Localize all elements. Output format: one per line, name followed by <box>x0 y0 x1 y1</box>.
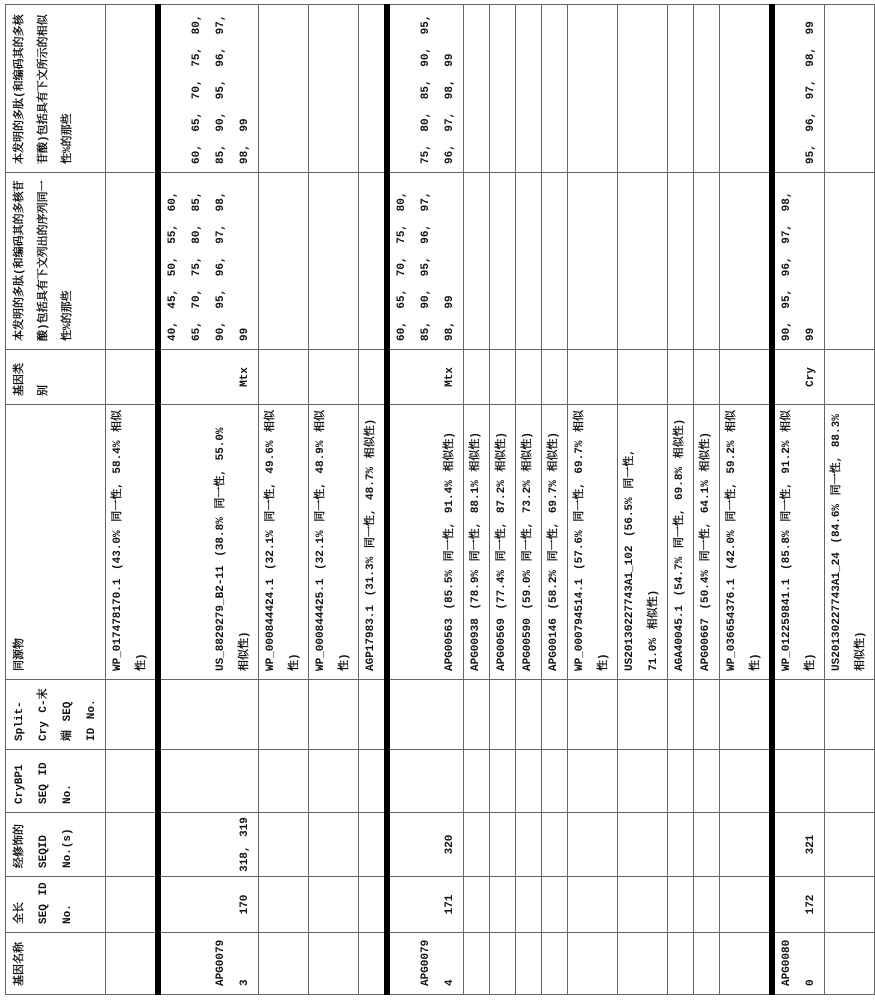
cell-modified-seq-ids <box>309 813 359 877</box>
cell-full-seq-id: 172 <box>772 877 825 933</box>
cell-crybp1-seq-id <box>542 750 568 813</box>
cell-crybp1-seq-id <box>694 750 720 813</box>
cell-identity-values <box>542 173 568 350</box>
cell-gene-name <box>516 933 542 995</box>
cell-similarity-values <box>490 5 516 173</box>
cell-homolog: US20130227743A1_24 (84.6% 同一性, 88.3% 相似性) <box>825 405 875 680</box>
header-crybp1: CryBP1 SEQ ID No. <box>6 750 106 813</box>
header-identity: 本发明的多肽(和编码其的多核苷酸)包括具有下文列出的序列同一性%的那些 <box>6 173 106 350</box>
cell-split-cry-seq-id <box>106 680 159 750</box>
table-row <box>542 5 568 995</box>
table-row <box>720 5 773 995</box>
cell-gene-name: APG00793 <box>158 933 259 995</box>
cell-gene-name <box>825 933 875 995</box>
cell-similarity-values <box>464 5 490 173</box>
cell-gene-name <box>568 933 618 995</box>
cell-modified-seq-ids <box>359 813 388 877</box>
cell-identity-values <box>359 173 388 350</box>
table-row <box>772 5 825 995</box>
cell-crybp1-seq-id <box>568 750 618 813</box>
cell-similarity-values <box>618 5 668 173</box>
cell-gene-class <box>516 350 542 405</box>
cell-modified-seq-ids <box>464 813 490 877</box>
cell-identity-values: 90, 95, 96, 97, 98, 99 <box>772 173 825 350</box>
cell-gene-name <box>668 933 694 995</box>
table-row <box>516 5 542 995</box>
cell-gene-class <box>106 350 159 405</box>
cell-full-seq-id <box>694 877 720 933</box>
cell-gene-class <box>309 350 359 405</box>
cell-similarity-values <box>825 5 875 173</box>
cell-full-seq-id <box>516 877 542 933</box>
cell-gene-class: Mtx <box>158 350 259 405</box>
cell-split-cry-seq-id <box>618 680 668 750</box>
cell-similarity-values <box>694 5 720 173</box>
cell-split-cry-seq-id <box>464 680 490 750</box>
header-row <box>6 5 106 995</box>
cell-split-cry-seq-id <box>668 680 694 750</box>
cell-crybp1-seq-id <box>259 750 309 813</box>
cell-homolog: US_8829279_B2-11 (38.8% 同一性, 55.0% 相似性) <box>158 405 259 680</box>
cell-similarity-values <box>359 5 388 173</box>
cell-similarity-values <box>309 5 359 173</box>
cell-full-seq-id <box>668 877 694 933</box>
cell-gene-class <box>464 350 490 405</box>
cell-full-seq-id <box>359 877 388 933</box>
cell-split-cry-seq-id <box>158 680 259 750</box>
cell-crybp1-seq-id <box>772 750 825 813</box>
cell-crybp1-seq-id <box>464 750 490 813</box>
gene-table <box>5 4 875 995</box>
cell-gene-class <box>259 350 309 405</box>
rotated-page <box>0 0 670 1000</box>
cell-crybp1-seq-id <box>825 750 875 813</box>
table-row <box>106 5 159 995</box>
cell-full-seq-id: 171 <box>387 877 464 933</box>
cell-homolog: AGA40045.1 (54.7% 同一性, 69.8% 相似性) <box>668 405 694 680</box>
cell-crybp1-seq-id <box>720 750 773 813</box>
cell-split-cry-seq-id <box>359 680 388 750</box>
cell-full-seq-id <box>106 877 159 933</box>
table-row <box>309 5 359 995</box>
cell-modified-seq-ids <box>568 813 618 877</box>
cell-modified-seq-ids <box>259 813 309 877</box>
cell-gene-name: APG00800 <box>772 933 825 995</box>
cell-modified-seq-ids <box>542 813 568 877</box>
header-homolog: 同源物 <box>6 405 106 680</box>
cell-gene-name <box>720 933 773 995</box>
cell-identity-values: 40, 45, 50, 55, 60, 65, 70, 75, 80, 85, 90, 95, 96, 97, 98, 99 <box>158 173 259 350</box>
cell-gene-name <box>309 933 359 995</box>
cell-gene-class <box>694 350 720 405</box>
cell-gene-name <box>618 933 668 995</box>
table-row <box>618 5 668 995</box>
cell-similarity-values <box>516 5 542 173</box>
cell-gene-class <box>618 350 668 405</box>
cell-split-cry-seq-id <box>568 680 618 750</box>
cell-similarity-values: 75, 80, 85, 90, 95, 96, 97, 98, 99 <box>387 5 464 173</box>
table-row <box>158 5 259 995</box>
header-similarity: 本发明的多肽(和编码其的多核苷酸)包括具有下文所示的相似性%的那些 <box>6 5 106 173</box>
cell-gene-class <box>490 350 516 405</box>
cell-split-cry-seq-id <box>772 680 825 750</box>
cell-homolog: WP_000844425.1 (32.1% 同一性, 48.9% 相似性) <box>309 405 359 680</box>
cell-gene-class: Cry <box>772 350 825 405</box>
header-gene-class: 基因类别 <box>6 350 106 405</box>
cell-modified-seq-ids: 318, 319 <box>158 813 259 877</box>
cell-identity-values: 60, 65, 70, 75, 80, 85, 90, 95, 96, 97, 98, 99 <box>387 173 464 350</box>
cell-gene-name <box>464 933 490 995</box>
cell-gene-name <box>106 933 159 995</box>
cell-crybp1-seq-id <box>618 750 668 813</box>
cell-gene-name <box>694 933 720 995</box>
cell-homolog: WP_036654376.1 (42.0% 同一性, 59.2% 相似性) <box>720 405 773 680</box>
cell-identity-values <box>618 173 668 350</box>
cell-homolog: APG00563 (85.5% 同一性, 91.4% 相似性) <box>387 405 464 680</box>
cell-full-seq-id <box>309 877 359 933</box>
cell-crybp1-seq-id <box>158 750 259 813</box>
cell-homolog: WP_000844424.1 (32.1% 同一性, 49.6% 相似性) <box>259 405 309 680</box>
cell-gene-name <box>359 933 388 995</box>
cell-gene-class <box>542 350 568 405</box>
cell-full-seq-id <box>259 877 309 933</box>
cell-gene-name <box>490 933 516 995</box>
table-row <box>668 5 694 995</box>
cell-similarity-values: 95, 96, 97, 98, 99 <box>772 5 825 173</box>
cell-full-seq-id <box>720 877 773 933</box>
cell-modified-seq-ids: 320 <box>387 813 464 877</box>
cell-crybp1-seq-id <box>668 750 694 813</box>
cell-modified-seq-ids: 321 <box>772 813 825 877</box>
cell-crybp1-seq-id <box>106 750 159 813</box>
cell-full-seq-id <box>542 877 568 933</box>
cell-similarity-values: 60, 65, 70, 75, 80, 85, 90, 95, 96, 97, 98, 99 <box>158 5 259 173</box>
cell-gene-class: Mtx <box>387 350 464 405</box>
cell-full-seq-id <box>618 877 668 933</box>
cell-identity-values <box>694 173 720 350</box>
cell-identity-values <box>490 173 516 350</box>
cell-identity-values <box>825 173 875 350</box>
cell-similarity-values <box>542 5 568 173</box>
cell-gene-name <box>542 933 568 995</box>
cell-full-seq-id <box>490 877 516 933</box>
table-row <box>387 5 464 995</box>
cell-crybp1-seq-id <box>516 750 542 813</box>
cell-similarity-values <box>668 5 694 173</box>
cell-modified-seq-ids <box>106 813 159 877</box>
cell-crybp1-seq-id <box>387 750 464 813</box>
cell-gene-name <box>259 933 309 995</box>
header-full-seq-id: 全长 SEQ ID No. <box>6 877 106 933</box>
table-row <box>825 5 875 995</box>
header-modified-seq-ids: 经修饰的 SEQID No.(s) <box>6 813 106 877</box>
table-row <box>490 5 516 995</box>
table-row <box>464 5 490 995</box>
cell-similarity-values <box>106 5 159 173</box>
cell-homolog: APG00590 (59.0% 同一性, 73.2% 相似性) <box>516 405 542 680</box>
cell-split-cry-seq-id <box>825 680 875 750</box>
cell-homolog: AGP17983.1 (31.3% 同一性, 48.7% 相似性) <box>359 405 388 680</box>
cell-gene-class <box>568 350 618 405</box>
cell-gene-class <box>668 350 694 405</box>
cell-similarity-values <box>720 5 773 173</box>
cell-similarity-values <box>259 5 309 173</box>
cell-modified-seq-ids <box>720 813 773 877</box>
table-row <box>359 5 388 995</box>
cell-crybp1-seq-id <box>359 750 388 813</box>
cell-homolog: APG00569 (77.4% 同一性, 87.2% 相似性) <box>490 405 516 680</box>
cell-split-cry-seq-id <box>542 680 568 750</box>
cell-crybp1-seq-id <box>490 750 516 813</box>
cell-homolog: WP_017478170.1 (43.0% 同一性, 58.4% 相似性) <box>106 405 159 680</box>
cell-identity-values <box>106 173 159 350</box>
cell-gene-name: APG00794 <box>387 933 464 995</box>
header-gene-name: 基因名称 <box>6 933 106 995</box>
cell-split-cry-seq-id <box>694 680 720 750</box>
cell-homolog: APG00667 (50.4% 同一性, 64.1% 相似性) <box>694 405 720 680</box>
cell-split-cry-seq-id <box>387 680 464 750</box>
cell-modified-seq-ids <box>490 813 516 877</box>
cell-identity-values <box>668 173 694 350</box>
cell-full-seq-id <box>464 877 490 933</box>
cell-split-cry-seq-id <box>720 680 773 750</box>
cell-homolog: APG00938 (78.9% 同一性, 88.1% 相似性) <box>464 405 490 680</box>
cell-homolog: US20130227743A1_102 (56.5% 同一性, 71.0% 相似性) <box>618 405 668 680</box>
cell-identity-values <box>464 173 490 350</box>
cell-full-seq-id <box>568 877 618 933</box>
cell-identity-values <box>720 173 773 350</box>
cell-modified-seq-ids <box>618 813 668 877</box>
cell-split-cry-seq-id <box>259 680 309 750</box>
cell-modified-seq-ids <box>668 813 694 877</box>
cell-identity-values <box>568 173 618 350</box>
cell-homolog: WP_000794514.1 (57.6% 同一性, 69.7% 相似性) <box>568 405 618 680</box>
cell-gene-class <box>720 350 773 405</box>
cell-gene-class <box>825 350 875 405</box>
table-row <box>568 5 618 995</box>
cell-modified-seq-ids <box>694 813 720 877</box>
table-row <box>694 5 720 995</box>
cell-modified-seq-ids <box>516 813 542 877</box>
cell-identity-values <box>309 173 359 350</box>
cell-split-cry-seq-id <box>309 680 359 750</box>
cell-similarity-values <box>568 5 618 173</box>
cell-homolog: APG00146 (58.2% 同一性, 69.7% 相似性) <box>542 405 568 680</box>
cell-homolog: WP_012259841.1 (85.8% 同一性, 91.2% 相似性) <box>772 405 825 680</box>
cell-identity-values <box>516 173 542 350</box>
cell-modified-seq-ids <box>825 813 875 877</box>
header-split-cry: Split-Cry C-末端 SEQ ID No. <box>6 680 106 750</box>
cell-split-cry-seq-id <box>516 680 542 750</box>
cell-split-cry-seq-id <box>490 680 516 750</box>
cell-identity-values <box>259 173 309 350</box>
cell-gene-class <box>359 350 388 405</box>
cell-full-seq-id <box>825 877 875 933</box>
table-row <box>259 5 309 995</box>
cell-full-seq-id: 170 <box>158 877 259 933</box>
cell-crybp1-seq-id <box>309 750 359 813</box>
